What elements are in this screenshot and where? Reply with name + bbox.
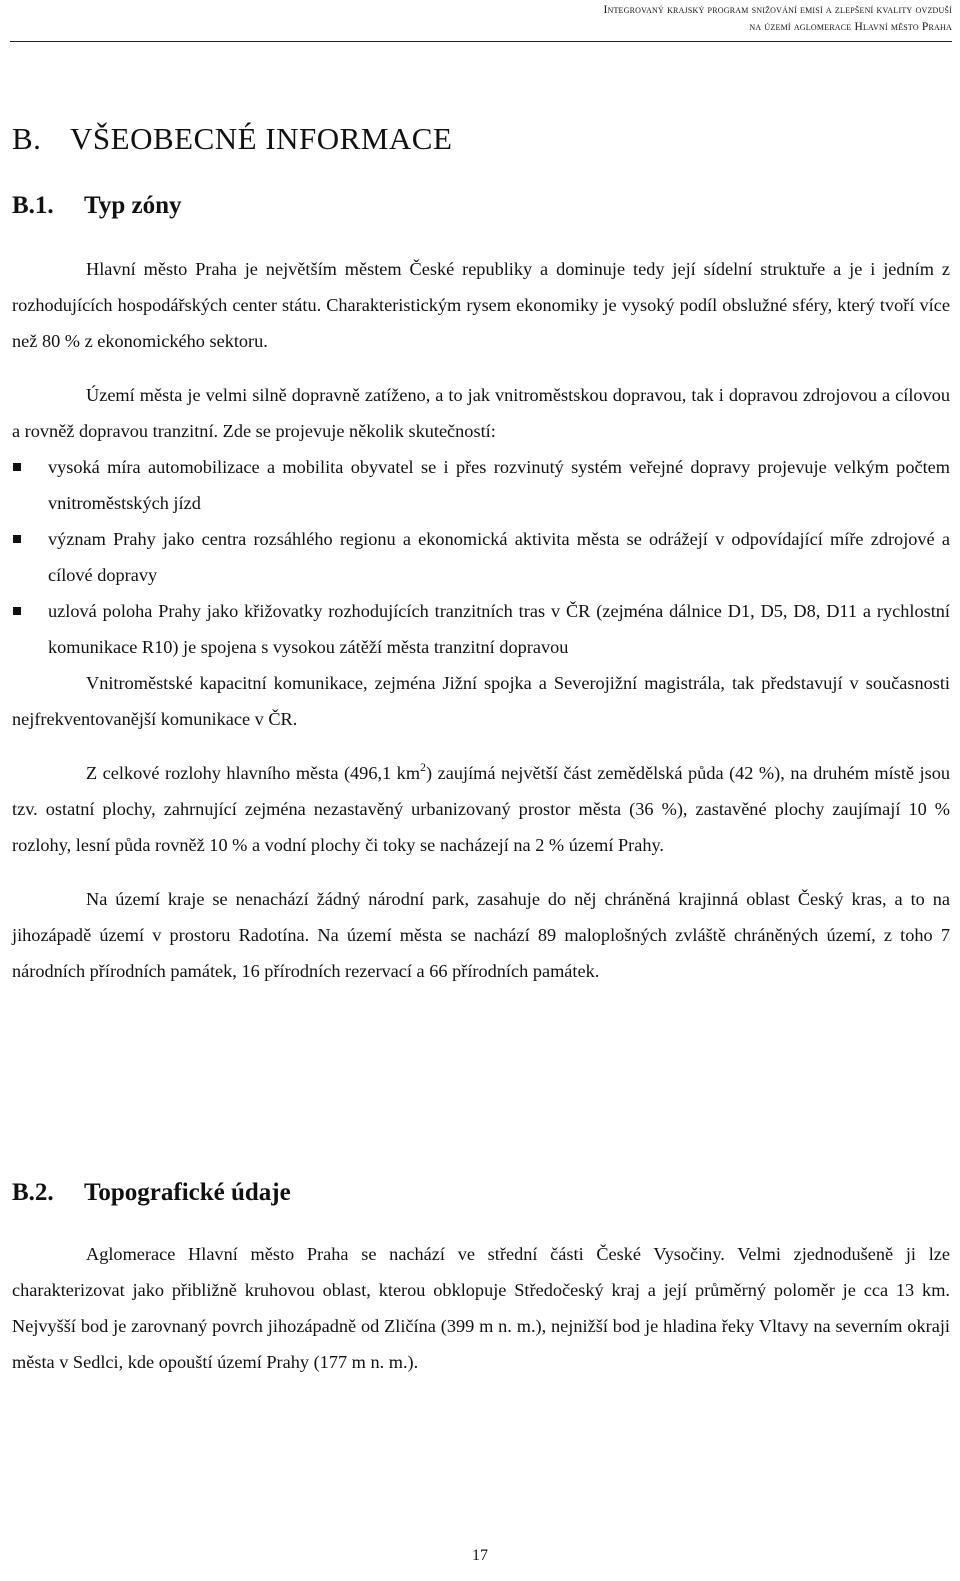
list-item: význam Prahy jako centra rozsáhlého regionu a ekonomická aktivita města se odrážejí v odpovídající míře zdrojové a cílové dopravy	[12, 521, 950, 593]
paragraph-roads: Vnitroměstské kapacitní komunikace, zejména Jižní spojka a Severojižní magistrála, tak představují v současnosti nejfrekventovanější komunikace v ČR.	[12, 673, 950, 729]
section-b-heading	[12, 121, 452, 157]
section-b1-heading	[12, 192, 181, 220]
spacer	[12, 359, 950, 377]
section-b-title: VŠEOBECNÉ INFORMACE	[70, 121, 453, 156]
section-b2-content	[12, 1236, 950, 1380]
section-b-number: B.	[12, 121, 42, 156]
paragraph-protected-areas: Na území kraje se nenachází žádný národní park, zasahuje do něj chráněná krajinná oblast Český kras, a to na jihozápadě území v prostoru Radotína. Na území města se nachází 89 maloplošných zvláště chráněných území, z toho 7 národních přírodních památek, 16 přírodních rezervací a 66 přírodních památek.	[12, 889, 950, 981]
land-use-text-start: Z celkové rozlohy hlavního města (496,1 km	[86, 763, 421, 783]
page-number: 17	[472, 1547, 488, 1564]
superscript: 2	[420, 760, 427, 774]
section-b2-title: Topografické údaje	[84, 1179, 291, 1206]
spacer	[12, 863, 950, 881]
section-b2-number: B.2.	[12, 1179, 54, 1206]
paragraph-land-use	[12, 755, 950, 863]
running-header	[603, 2, 952, 36]
paragraph-topography: Aglomerace Hlavní město Praha se nachází ve střední části České Vysočiny. Velmi zjednodušeně ji lze charakterizovat jako přibližně kruhovou oblast, kterou obklopuje Středočeský kraj a její průměrný poloměr je cca 13 km. Nejvyšší bod je zarovnaný povrch jihozápadně od Zličína (399 m n. m.), nejnižší bod je hladina řeky Vltavy na severním okraji města v Sedlci, kde opouští území Prahy (177 m n. m.).	[12, 1244, 950, 1372]
paragraph-zone-type: Hlavní město Praha je největším městem České republiky a dominuje tedy její sídelní struktuře a je i jedním z rozhodujících hospodářských center státu. Charakteristickým rysem ekonomiky je vysoký podíl obslužné sféry, který tvoří více než 80 % z ekonomického sektoru.	[12, 259, 950, 351]
spacer	[12, 737, 950, 755]
section-b1-title: Typ zóny	[84, 192, 182, 219]
facts-list	[12, 449, 950, 665]
header-line-1: Integrovaný krajský program snižování emisí a zlepšení kvality ovzduší	[603, 4, 952, 16]
header-line-2: na území aglomerace Hlavní město Praha	[749, 21, 952, 33]
list-item: uzlová poloha Prahy jako křižovatky rozhodujících tranzitních tras v ČR (zejména dálnice D1, D5, D8, D11 a rychlostní komunikace R10) je spojena s vysokou zátěží města tranzitní dopravou	[12, 593, 950, 665]
land-use-text-end: ) zaujímá největší část zemědělská půda (42 %), na druhém místě jsou tzv. ostatní plochy, zahrnující zejména nezastavěný urbanizovaný prostor města (36 %), zastavěné plochy zaujímají 10 % rozlohy, lesní půda rovněž 10 % a vodní plochy či toky se nacházejí na 2 % území Prahy.	[12, 763, 950, 855]
list-item: vysoká míra automobilizace a mobilita obyvatel se i přes rozvinutý systém veřejné dopravy projevuje velkým počtem vnitroměstských jízd	[12, 449, 950, 521]
section-b2-heading	[12, 1179, 291, 1207]
paragraph-traffic: Území města je velmi silně dopravně zatíženo, a to jak vnitroměstskou dopravou, tak i dopravou zdrojovou a cílovou a rovněž dopravou tranzitní. Zde se projevuje několik skutečností:	[12, 385, 950, 441]
section-b1-number: B.1.	[12, 192, 54, 219]
section-b1-content	[12, 251, 950, 989]
header-divider	[10, 41, 952, 42]
